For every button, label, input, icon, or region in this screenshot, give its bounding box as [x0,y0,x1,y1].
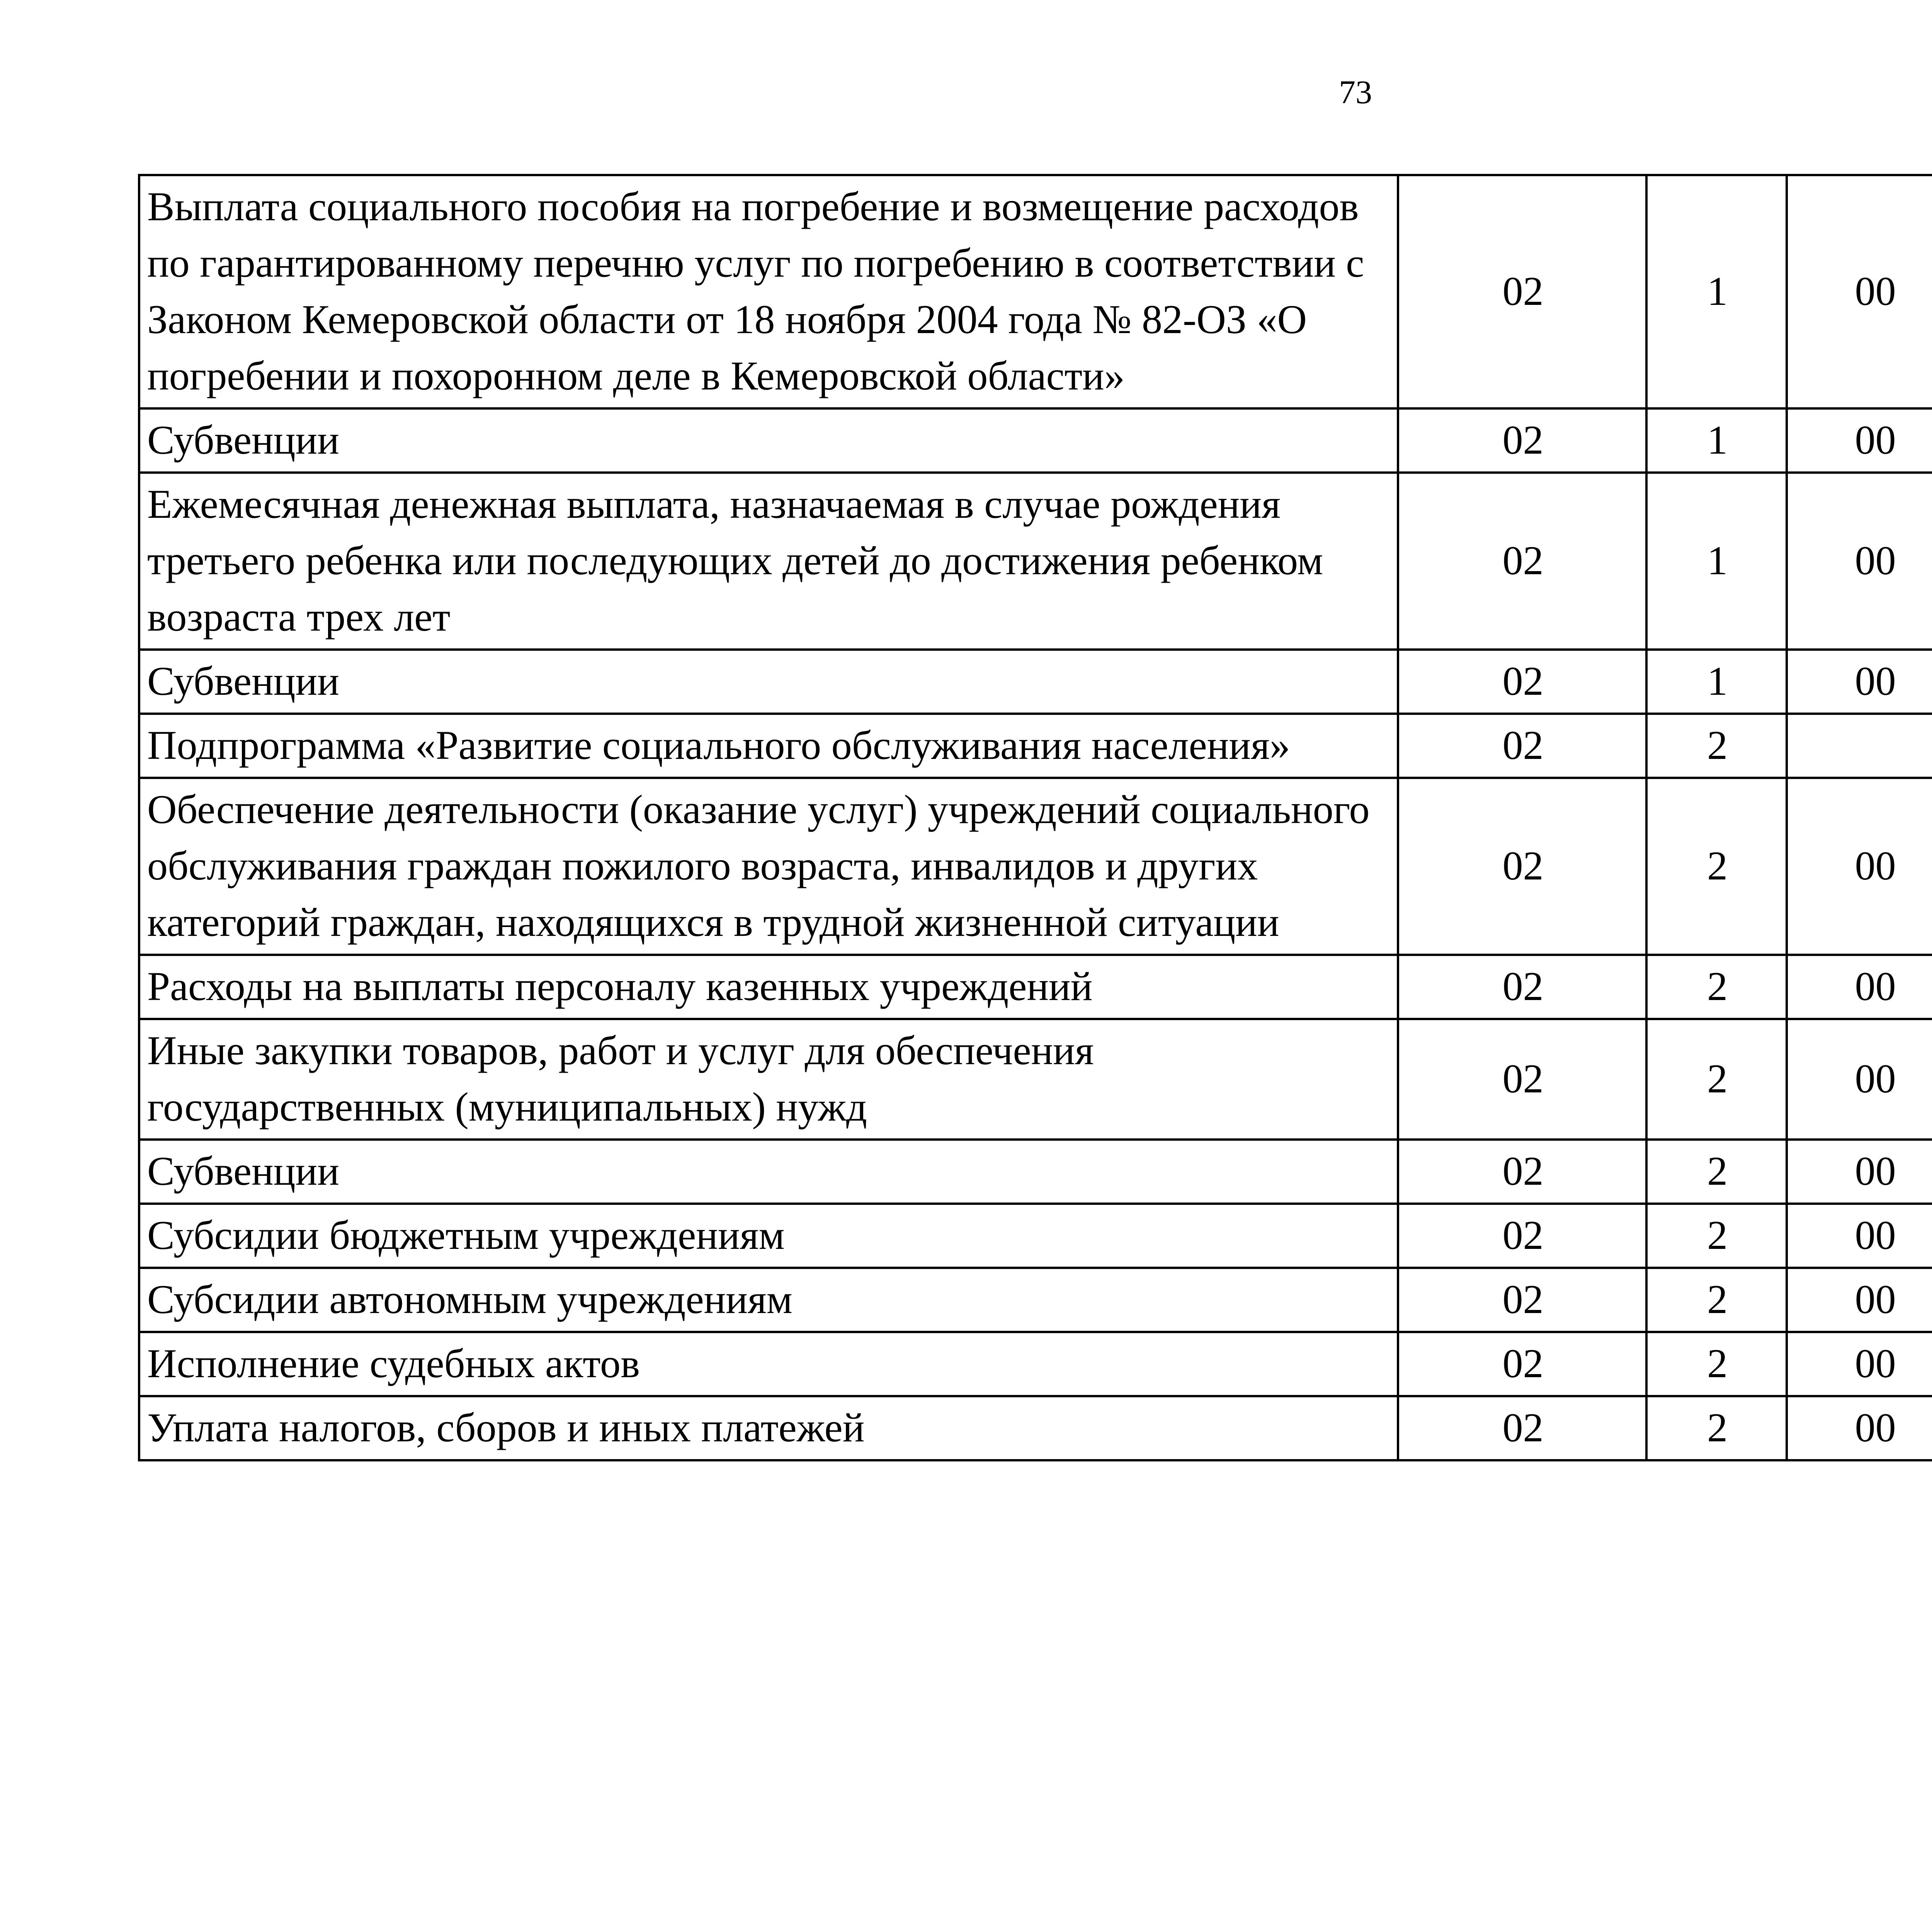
row-name: Субвенции [139,650,1398,714]
program-code: 02 [1398,473,1646,650]
subprogram-code: 2 [1646,1140,1787,1204]
subprogram-code: 2 [1646,955,1787,1019]
table-row [139,1268,1932,1332]
row-name: Подпрограмма «Развитие социального обслуживания населения» [139,714,1398,778]
subprogram-code: 2 [1646,1396,1787,1460]
row-name: Иные закупки товаров, работ и услуг для обеспечения государственных (муниципальных) нужд [139,1019,1398,1140]
subprogram-code: 2 [1646,1332,1787,1396]
table-row [139,1204,1932,1268]
main-event-code: 00 [1787,1268,1932,1332]
table-row [139,778,1932,955]
table-row [139,408,1932,473]
subprogram-code: 1 [1646,650,1787,714]
program-code: 02 [1398,955,1646,1019]
subprogram-code: 2 [1646,778,1787,955]
subprogram-code: 2 [1646,714,1787,778]
program-code: 02 [1398,778,1646,955]
table-row [139,650,1932,714]
row-name: Субсидии автономным учреждениям [139,1268,1398,1332]
row-name: Субвенции [139,1140,1398,1204]
row-name: Выплата социального пособия на погребение и возмещение расходов по гарантированному перечню услуг по погребению в соответствии с Законом Кемеровской области от 18 ноября 2004 года № 82-ОЗ «О погребении и похоронном деле в Кемеровской области» [139,175,1398,408]
subprogram-code: 1 [1646,175,1787,408]
main-event-code: 00 [1787,778,1932,955]
program-code: 02 [1398,714,1646,778]
subprogram-code: 1 [1646,408,1787,473]
main-event-code: 00 [1787,1332,1932,1396]
main-event-code: 00 [1787,1396,1932,1460]
main-event-code: 00 [1787,1019,1932,1140]
table-row [139,175,1932,408]
main-event-code: 00 [1787,473,1932,650]
program-code: 02 [1398,1140,1646,1204]
row-name: Обеспечение деятельности (оказание услуг) учреждений социального обслуживания граждан пожилого возраста, инвалидов и других категорий граждан, находящихся в трудной жизненной ситуации [139,778,1398,955]
table-row [139,955,1932,1019]
table-row [139,1332,1932,1396]
main-event-code: 00 [1787,1204,1932,1268]
program-code: 02 [1398,175,1646,408]
program-code: 02 [1398,1204,1646,1268]
row-name: Расходы на выплаты персоналу казенных учреждений [139,955,1398,1019]
table-row [139,1396,1932,1460]
table-row [139,473,1932,650]
program-code: 02 [1398,1268,1646,1332]
subprogram-code: 2 [1646,1019,1787,1140]
row-name: Субсидии бюджетным учреждениям [139,1204,1398,1268]
program-code: 02 [1398,1019,1646,1140]
main-event-code: 00 [1787,1140,1932,1204]
subprogram-code: 1 [1646,473,1787,650]
main-event-code [1787,714,1932,778]
subprogram-code: 2 [1646,1268,1787,1332]
program-code: 02 [1398,408,1646,473]
row-name: Исполнение судебных актов [139,1332,1398,1396]
program-code: 02 [1398,1396,1646,1460]
table-row [139,1019,1932,1140]
table-row [139,714,1932,778]
program-code: 02 [1398,1332,1646,1396]
main-event-code: 00 [1787,955,1932,1019]
subprogram-code: 2 [1646,1204,1787,1268]
row-name: Ежемесячная денежная выплата, назначаемая в случае рождения третьего ребенка или последующих детей до достижения ребенком возраста трех лет [139,473,1398,650]
main-event-code: 00 [1787,408,1932,473]
main-event-code: 00 [1787,175,1932,408]
program-code: 02 [1398,650,1646,714]
page-number: 73 [1339,73,1372,111]
main-event-code: 00 [1787,650,1932,714]
budget-table [138,174,1932,1461]
table-row [139,1140,1932,1204]
budget-table-body [139,175,1932,1460]
row-name: Субвенции [139,408,1398,473]
row-name: Уплата налогов, сборов и иных платежей [139,1396,1398,1460]
